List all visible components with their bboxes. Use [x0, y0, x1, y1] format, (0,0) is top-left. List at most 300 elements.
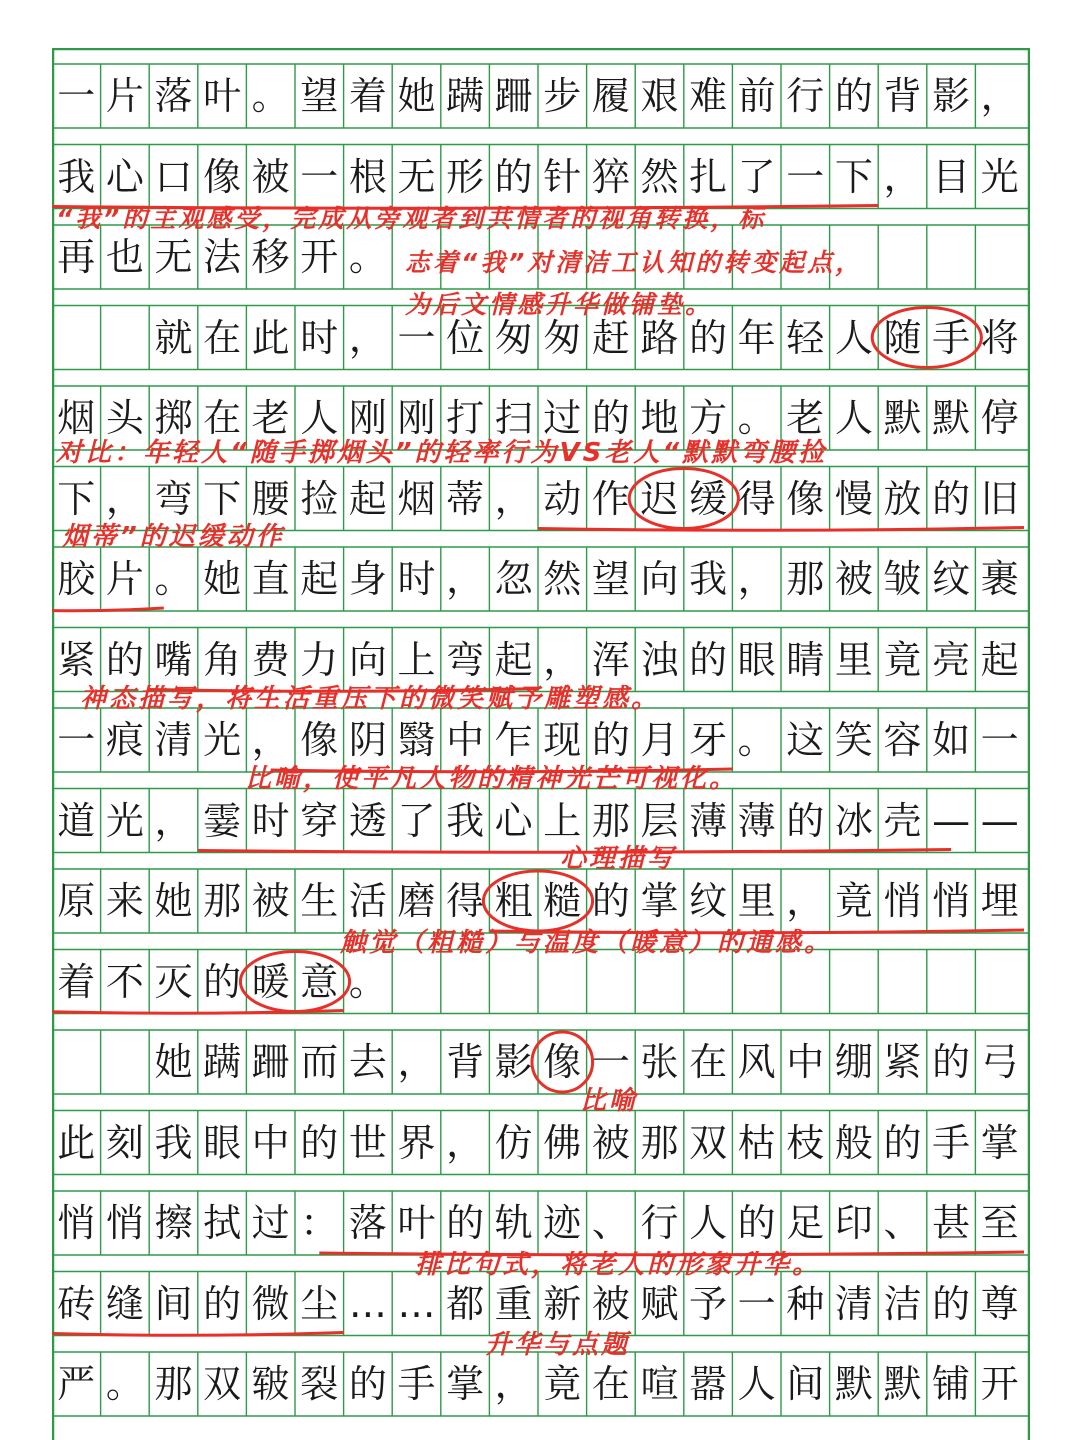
essay-char: 。 [154, 557, 193, 601]
essay-char: ， [883, 154, 922, 199]
essay-char: 掌 [980, 1120, 1019, 1165]
annotation-subjective-2: 志着“我”对清洁工认知的转变起点， [405, 248, 864, 277]
essay-char: 糙 [543, 879, 582, 923]
essay-char: 竟 [543, 1362, 582, 1406]
essay-char: 我 [57, 154, 96, 199]
essay-char: 难 [689, 74, 728, 118]
essay-char: 拭 [203, 1201, 242, 1245]
essay-char: 壳 [883, 798, 922, 843]
essay-char: 尘 [300, 1281, 339, 1326]
essay-char: 下 [834, 154, 873, 199]
essay-char: 足 [786, 1201, 825, 1245]
essay-char: 的 [834, 74, 873, 118]
essay-char: 张 [640, 1040, 679, 1084]
essay-char: 枯 [737, 1120, 776, 1165]
essay-char: 浊 [640, 637, 679, 682]
essay-char: 清 [154, 718, 193, 762]
essay-char: 烟 [397, 476, 436, 521]
essay-char: 种 [786, 1281, 825, 1326]
essay-char: 翳 [397, 718, 436, 762]
essay-char: ， [154, 798, 193, 843]
essay-char: ： [300, 1201, 339, 1245]
essay-char: 竟 [883, 637, 922, 682]
essay-char: 时 [397, 557, 436, 601]
essay-char: 直 [251, 557, 290, 601]
essay-char: 皱 [883, 557, 922, 601]
essay-char: 力 [300, 637, 339, 682]
annotation-sublimation: 升华与点题 [485, 1330, 631, 1360]
essay-char: 赶 [591, 315, 630, 360]
essay-char: 的 [932, 1040, 971, 1084]
essay-char: 下 [57, 476, 96, 521]
essay-char: 阴 [348, 718, 387, 762]
essay-char: 刚 [397, 396, 436, 440]
essay-char: 她 [203, 557, 242, 601]
essay-char: 亮 [932, 637, 971, 682]
essay-char: 向 [348, 637, 387, 682]
essay-char: 的 [737, 1201, 776, 1245]
annotation-expression: 神态描写，将生活重压下的微笑赋予雕塑感。 [80, 684, 661, 714]
essay-char: 手 [397, 1362, 436, 1406]
essay-char: 。 [348, 235, 387, 279]
essay-char: 然 [543, 557, 582, 601]
essay-char: 光 [105, 798, 144, 843]
essay-char: 她 [154, 879, 193, 923]
essay-char: 起 [494, 637, 533, 682]
essay-char: 打 [446, 396, 485, 440]
essay-char: 穿 [300, 798, 339, 843]
essay-char: 无 [154, 235, 193, 279]
essay-char: — [932, 798, 971, 843]
essay-char: — [980, 798, 1019, 843]
essay-char: 在 [591, 1362, 630, 1406]
essay-char: 、 [591, 1201, 630, 1245]
essay-char: 心 [494, 798, 533, 843]
essay-char: 老 [786, 396, 825, 440]
essay-char: 那 [591, 798, 630, 843]
essay-char: 随 [883, 315, 922, 360]
essay-char: 裂 [300, 1362, 339, 1406]
essay-char: 行 [786, 74, 825, 118]
essay-char: ， [251, 718, 290, 762]
essay-char: 行 [640, 1201, 679, 1245]
essay-char: 。 [105, 1362, 144, 1406]
essay-char: 地 [640, 396, 679, 440]
essay-char: 那 [640, 1120, 679, 1165]
essay-char: 弯 [154, 476, 193, 521]
essay-char: 叶 [203, 74, 242, 118]
essay-char: 望 [591, 557, 630, 601]
essay-char: 像 [300, 718, 339, 762]
essay-char: 落 [348, 1201, 387, 1245]
essay-char: 微 [251, 1281, 290, 1326]
essay-char: 双 [203, 1362, 242, 1406]
essay-char: 此 [57, 1120, 96, 1165]
essay-char: 月 [640, 718, 679, 762]
essay-char: 冰 [834, 798, 873, 843]
essay-char: 间 [154, 1281, 193, 1326]
essay-char: 的 [494, 154, 533, 199]
essay-char: 放 [883, 476, 922, 521]
essay-char: 轨 [494, 1201, 533, 1245]
essay-char: 履 [591, 74, 630, 118]
essay-char: 。 [737, 396, 776, 440]
essay-char: 开 [300, 235, 339, 279]
essay-char: 路 [640, 315, 679, 360]
essay-char: 忽 [494, 557, 533, 601]
essay-char: 在 [203, 396, 242, 440]
essay-char: 薄 [689, 798, 728, 843]
essay-char: 她 [154, 1040, 193, 1084]
essay-char: 人 [834, 315, 873, 360]
essay-char: 这 [786, 718, 825, 762]
essay-char: 开 [980, 1362, 1019, 1406]
essay-char: 法 [203, 235, 242, 279]
essay-char: 那 [203, 879, 242, 923]
annotation-metaphor-short: 比喻 [580, 1086, 639, 1116]
essay-char: 皲 [251, 1362, 290, 1406]
annotation-subjective-3: 为后文情感升华做铺垫。 [405, 290, 714, 319]
essay-char: 的 [591, 879, 630, 923]
essay-char: 一 [786, 154, 825, 199]
essay-char: 中 [446, 718, 485, 762]
essay-char: 时 [251, 798, 290, 843]
essay-char: 时 [300, 315, 339, 360]
essay-char: 眼 [203, 1120, 242, 1165]
annotation-contrast: 对比：年轻人“随手掷烟头”的轻率行为VS老人“默默弯腰捡 [56, 438, 828, 468]
essay-char: 再 [57, 235, 96, 279]
essay-char: 手 [932, 1120, 971, 1165]
essay-char: … [397, 1281, 436, 1326]
essay-char: 的 [932, 476, 971, 521]
essay-char: 世 [348, 1120, 387, 1165]
essay-char: 悄 [57, 1201, 96, 1245]
essay-char: 根 [348, 154, 387, 199]
essay-char: 影 [932, 74, 971, 118]
essay-char: 目 [932, 154, 971, 199]
essay-char: 她 [397, 74, 436, 118]
essay-char: 移 [251, 235, 290, 279]
essay-char: 蹒 [203, 1040, 242, 1084]
essay-char: 艰 [640, 74, 679, 118]
essay-char: 至 [980, 1201, 1019, 1245]
essay-char: 。 [348, 959, 387, 1004]
essay-char: 裹 [980, 557, 1019, 601]
essay-char: 人 [737, 1362, 776, 1406]
essay-char: 将 [980, 315, 1019, 360]
essay-char: 向 [640, 557, 679, 601]
essay-char: 浑 [591, 637, 630, 682]
essay-char: 在 [689, 1040, 728, 1084]
essay-char: 的 [689, 315, 728, 360]
essay-char: 得 [737, 476, 776, 521]
essay-char: ， [105, 476, 144, 521]
essay-char: 轻 [786, 315, 825, 360]
essay-char: 缓 [689, 476, 728, 521]
essay-char: 人 [300, 396, 339, 440]
essay-char: 片 [105, 557, 144, 601]
essay-char: 年 [737, 315, 776, 360]
essay-char: 前 [737, 74, 776, 118]
essay-char: 道 [57, 798, 96, 843]
essay-char: 活 [348, 879, 387, 923]
essay-char: 里 [834, 637, 873, 682]
essay-char: 刻 [105, 1120, 144, 1165]
essay-char: 一 [980, 718, 1019, 762]
essay-char: 霎 [203, 798, 242, 843]
essay-char: 紧 [57, 637, 96, 682]
essay-char: 蒂 [446, 476, 485, 521]
essay-char: 予 [689, 1281, 728, 1326]
essay-char: 仿 [494, 1120, 533, 1165]
essay-char: 界 [397, 1120, 436, 1165]
essay-char: 也 [105, 235, 144, 279]
essay-char: 着 [348, 74, 387, 118]
essay-char: ， [980, 74, 1019, 118]
essay-char: 作 [591, 476, 630, 521]
essay-char: 的 [591, 718, 630, 762]
essay-char: 像 [203, 154, 242, 199]
essay-char: 乍 [494, 718, 533, 762]
essay-char: 双 [689, 1120, 728, 1165]
essay-char: 像 [786, 476, 825, 521]
essay-char: ， [786, 879, 825, 923]
essay-char: 了 [737, 154, 776, 199]
essay-char: 我 [689, 557, 728, 601]
essay-char: 方 [689, 396, 728, 440]
essay-char: 影 [494, 1040, 533, 1084]
essay-char: 望 [300, 74, 339, 118]
essay-char: 弯 [446, 637, 485, 682]
essay-char: 扎 [689, 154, 728, 199]
essay-char: 的 [105, 637, 144, 682]
essay-char: 步 [543, 74, 582, 118]
essay-char: 得 [446, 879, 485, 923]
essay-char: 旧 [980, 476, 1019, 521]
essay-char: 光 [203, 718, 242, 762]
essay-char: 无 [397, 154, 436, 199]
essay-char: 被 [591, 1281, 630, 1326]
essay-char: 那 [154, 1362, 193, 1406]
essay-char: 赋 [640, 1281, 679, 1326]
essay-char: 迟 [640, 476, 679, 521]
essay-char: 甚 [932, 1201, 971, 1245]
essay-char: ， [397, 1040, 436, 1084]
essay-char: 背 [883, 74, 922, 118]
essay-char: 的 [786, 798, 825, 843]
essay-char: 费 [251, 637, 290, 682]
essay-char: 严 [57, 1362, 96, 1406]
essay-char: 。 [251, 74, 290, 118]
essay-char: 起 [980, 637, 1019, 682]
essay-char: 风 [737, 1040, 776, 1084]
essay-char: 枝 [786, 1120, 825, 1165]
essay-char: 一 [57, 718, 96, 762]
essay-char: 、 [883, 1201, 922, 1245]
essay-char: 一 [397, 315, 436, 360]
essay-char: 一 [591, 1040, 630, 1084]
essay-char: 被 [251, 154, 290, 199]
essay-char: 的 [883, 1120, 922, 1165]
essay-char: 起 [348, 476, 387, 521]
essay-char: 片 [105, 74, 144, 118]
essay-char: 人 [834, 396, 873, 440]
essay-char: 针 [543, 154, 582, 199]
essay-char: 嘴 [154, 637, 193, 682]
essay-char: 洁 [883, 1281, 922, 1326]
essay-char: 我 [446, 798, 485, 843]
essay-char: 匆 [543, 315, 582, 360]
essay-char: 纹 [932, 557, 971, 601]
essay-char: 默 [834, 1362, 873, 1406]
essay-char: 那 [786, 557, 825, 601]
annotation-psychology: 心理描写 [560, 844, 677, 874]
essay-char: 默 [883, 396, 922, 440]
essay-char: 口 [154, 154, 193, 199]
essay-char: 佛 [543, 1120, 582, 1165]
essay-char: 一 [57, 74, 96, 118]
essay-char: 一 [737, 1281, 776, 1326]
annotation-subjective: “我”的主观感受，完成从旁观者到共情者的视角转换，标 [56, 204, 767, 233]
essay-char: 里 [737, 879, 776, 923]
essay-char: 嚣 [689, 1362, 728, 1406]
essay-char: 慢 [834, 476, 873, 521]
essay-char: 了 [397, 798, 436, 843]
essay-char: 而 [300, 1040, 339, 1084]
essay-char: 的 [591, 396, 630, 440]
essay-char: 纹 [689, 879, 728, 923]
essay-char: 形 [446, 154, 485, 199]
essay-char: 的 [689, 637, 728, 682]
essay-char: 此 [251, 315, 290, 360]
essay-char: 的 [446, 1201, 485, 1245]
essay-char: 粗 [494, 879, 533, 923]
essay-char: 迹 [543, 1201, 582, 1245]
essay-char: 间 [786, 1362, 825, 1406]
essay-char: 角 [203, 637, 242, 682]
essay-char: 的 [932, 1281, 971, 1326]
essay-char: 动 [543, 476, 582, 521]
essay-char: 匆 [494, 315, 533, 360]
essay-char: 头 [105, 396, 144, 440]
essay-char: 停 [980, 396, 1019, 440]
essay-char: 缝 [105, 1281, 144, 1326]
essay-char: 竟 [834, 879, 873, 923]
essay-char: 来 [105, 879, 144, 923]
essay-char: 被 [591, 1120, 630, 1165]
essay-char: 被 [834, 557, 873, 601]
essay-char: 的 [203, 959, 242, 1004]
essay-char: 的 [348, 1362, 387, 1406]
essay-char: 去 [348, 1040, 387, 1084]
essay-char: 叶 [397, 1201, 436, 1245]
essay-char: 不 [105, 959, 144, 1004]
essay-char: 落 [154, 74, 193, 118]
essay-char: 清 [834, 1281, 873, 1326]
essay-char: 人 [689, 1201, 728, 1245]
essay-char: 手 [932, 315, 971, 360]
essay-char: 意 [300, 959, 339, 1004]
essay-char: 跚 [494, 74, 533, 118]
essay-char: 蹒 [446, 74, 485, 118]
essay-char: 扫 [494, 396, 533, 440]
essay-char: 身 [348, 557, 387, 601]
essay-char: 着 [57, 959, 96, 1004]
essay-char: 层 [640, 798, 679, 843]
essay-char: 都 [446, 1281, 485, 1326]
essay-char: 就 [154, 315, 193, 360]
essay-char: 牙 [689, 718, 728, 762]
essay-char: 背 [446, 1040, 485, 1084]
essay-char: 磨 [397, 879, 436, 923]
essay-char: 埋 [980, 879, 1019, 923]
essay-char: ， [348, 315, 387, 360]
essay-char: 跚 [251, 1040, 290, 1084]
essay-char: 胶 [57, 557, 96, 601]
essay-char: 眼 [737, 637, 776, 682]
annotation-parallelism: 排比句式，将老人的形象升华。 [415, 1250, 822, 1280]
essay-char: 的 [203, 1281, 242, 1326]
essay-char: 心 [105, 154, 144, 199]
essay-char: 痕 [105, 718, 144, 762]
annotation-metaphor: 比喻，使平凡人物的精神光芒可视化。 [245, 764, 739, 794]
essay-char: 默 [883, 1362, 922, 1406]
essay-char: 刚 [348, 396, 387, 440]
essay-char: 喧 [640, 1362, 679, 1406]
essay-char: 紧 [883, 1040, 922, 1084]
essay-char: 过 [543, 396, 582, 440]
essay-char: 透 [348, 798, 387, 843]
essay-char: 掷 [154, 396, 193, 440]
essay-char: 默 [932, 396, 971, 440]
essay-char: 绷 [834, 1040, 873, 1084]
essay-char: 弓 [980, 1040, 1019, 1084]
essay-char: 上 [543, 798, 582, 843]
essay-char: 老 [251, 396, 290, 440]
essay-char: 一 [300, 154, 339, 199]
essay-char: 烟 [57, 396, 96, 440]
essay-char: 印 [834, 1201, 873, 1245]
essay-char: 悄 [883, 879, 922, 923]
essay-char: 猝 [591, 154, 630, 199]
essay-char: 中 [786, 1040, 825, 1084]
essay-char: 尊 [980, 1281, 1019, 1326]
annotation-contrast-2: 烟蒂”的迟缓动作 [62, 522, 285, 552]
essay-char: 擦 [154, 1201, 193, 1245]
essay-char: 新 [543, 1281, 582, 1326]
essay-char: 生 [300, 879, 339, 923]
essay-char: ， [543, 637, 582, 682]
essay-char: 铺 [932, 1362, 971, 1406]
essay-char: 悄 [105, 1201, 144, 1245]
essay-char: 薄 [737, 798, 776, 843]
essay-char: 原 [57, 879, 96, 923]
essay-char: 。 [737, 718, 776, 762]
essay-char: 的 [300, 1120, 339, 1165]
essay-char: 我 [154, 1120, 193, 1165]
essay-char: 睛 [786, 637, 825, 682]
essay-char: 般 [834, 1120, 873, 1165]
essay-char: 砖 [57, 1281, 96, 1326]
essay-char: 如 [932, 718, 971, 762]
essay-char: 腰 [251, 476, 290, 521]
essay-char: 下 [203, 476, 242, 521]
essay-char: 笑 [834, 718, 873, 762]
essay-char: 掌 [446, 1362, 485, 1406]
essay-char: … [348, 1281, 387, 1326]
essay-char: 在 [203, 315, 242, 360]
essay-char: ， [446, 557, 485, 601]
